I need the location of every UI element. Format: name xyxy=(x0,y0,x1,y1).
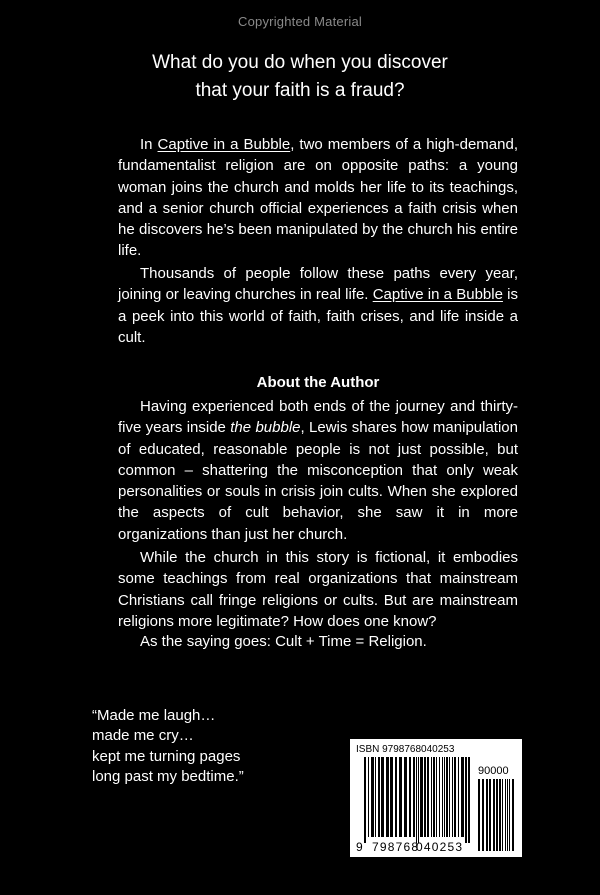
barcode-bar xyxy=(381,757,384,837)
barcode-bar xyxy=(416,757,417,843)
isbn-label: ISBN 9798768040253 xyxy=(356,744,455,755)
headline xyxy=(0,49,600,105)
addon-bar xyxy=(486,779,488,851)
barcode-bar xyxy=(439,757,440,837)
barcode-bar xyxy=(399,757,402,837)
barcode-bar xyxy=(420,757,423,837)
isbn-barcode xyxy=(350,739,522,857)
addon-bar xyxy=(499,779,501,851)
barcode-bar xyxy=(368,757,369,837)
about-author-heading: About the Author xyxy=(256,374,380,391)
barcode-bar xyxy=(386,757,389,837)
barcode-bar xyxy=(458,757,459,837)
p3-italic: the bubble xyxy=(230,419,301,437)
addon-bar xyxy=(505,779,506,851)
headline-line-2: that your faith is a fraud? xyxy=(195,80,405,101)
barcode-digits-right: 040253 xyxy=(416,840,464,854)
barcode-bar xyxy=(409,757,411,837)
barcode-bar xyxy=(444,757,445,837)
addon-bar xyxy=(478,779,480,851)
addon-bar xyxy=(482,779,484,851)
barcode-bar xyxy=(468,757,470,843)
price-code: 90000 xyxy=(478,765,509,777)
barcode-bar xyxy=(446,757,448,837)
quote-line-4: long past my bedtime.” xyxy=(92,768,244,786)
addon-bar xyxy=(493,779,495,851)
barcode-bar xyxy=(454,757,456,837)
addon-bar xyxy=(509,779,510,851)
addon-bar xyxy=(512,779,514,851)
barcode-bar xyxy=(378,757,380,837)
quote-line-2: made me cry… xyxy=(92,727,194,745)
addon-bar xyxy=(489,779,491,851)
p1-rest: , two members of a high-demand, fundamentalist religion are on opposite paths: a young woman joins the church and molds her life to its teachings, and a senior church official experiences a faith crisis when he discovers he’s been manipulated by the church his entire life. xyxy=(118,136,518,260)
barcode-bar xyxy=(375,757,376,837)
book-title-link: Captive in a Bubble xyxy=(157,136,291,153)
quote-line-3: kept me turning pages xyxy=(92,747,241,765)
p3-prefix: Having experienced both ends of the journey and thirty-five years inside xyxy=(118,398,518,437)
barcode-bar xyxy=(442,757,443,837)
p2-prefix: Thousands of people follow these paths every year, joining or leaving churches in real life. xyxy=(118,265,518,304)
barcode-bar xyxy=(465,757,467,843)
barcode-bar xyxy=(413,757,415,837)
addon-bar xyxy=(502,779,503,851)
barcode-bar xyxy=(452,757,453,837)
about-paragraph-3: As the saying goes: Cult + Time = Religion. xyxy=(140,633,427,650)
blurb-paragraph-2 xyxy=(118,263,518,348)
p4-text: While the church in this story is fictional, it embodies some teachings from real organizations that mainstream Christians call fringe religions or cults. But are mainstream religions more legitimate? How does one know? xyxy=(118,549,518,630)
barcode-bar xyxy=(436,757,437,837)
about-paragraph-1 xyxy=(118,396,518,545)
barcode-digits-left: 798768 xyxy=(372,840,420,854)
barcode-bar xyxy=(461,757,464,837)
book-title-mention: Captive in a Bubble xyxy=(372,286,503,304)
p1-prefix: In xyxy=(140,136,158,153)
barcode-bar xyxy=(364,757,366,843)
barcode-bar xyxy=(390,757,393,837)
addon-bar xyxy=(507,779,508,851)
barcode-bar xyxy=(431,757,432,837)
barcode-bar xyxy=(433,757,435,837)
about-paragraph-2 xyxy=(118,547,518,632)
barcode-bar xyxy=(404,757,407,837)
barcode-bar xyxy=(395,757,397,837)
blurb-paragraph-1 xyxy=(118,134,518,262)
barcode-bar xyxy=(418,757,419,843)
quote-line-1: “Made me laugh… xyxy=(92,707,216,724)
barcode-bar xyxy=(371,757,374,837)
headline-line-1: What do you do when you discover xyxy=(152,52,448,73)
barcode-bar xyxy=(449,757,450,837)
copyright-watermark: Copyrighted Material xyxy=(238,14,362,29)
p2-rest: is a peek into this world of faith, faith crises, and life inside a cult. xyxy=(118,286,518,346)
review-quote xyxy=(92,706,292,788)
barcode-bar xyxy=(424,757,426,837)
p3-rest: , Lewis shares how manipulation of educated, reasonable people is not just possible, but common – shattering the misconception that only weak personalities or souls in crisis join cults. When she explored the aspects of cult behavior, she saw it in more organizations than just her church. xyxy=(118,419,518,543)
barcode-digit-first: 9 xyxy=(356,840,363,854)
addon-bar xyxy=(496,779,498,851)
barcode-bar xyxy=(427,757,429,837)
